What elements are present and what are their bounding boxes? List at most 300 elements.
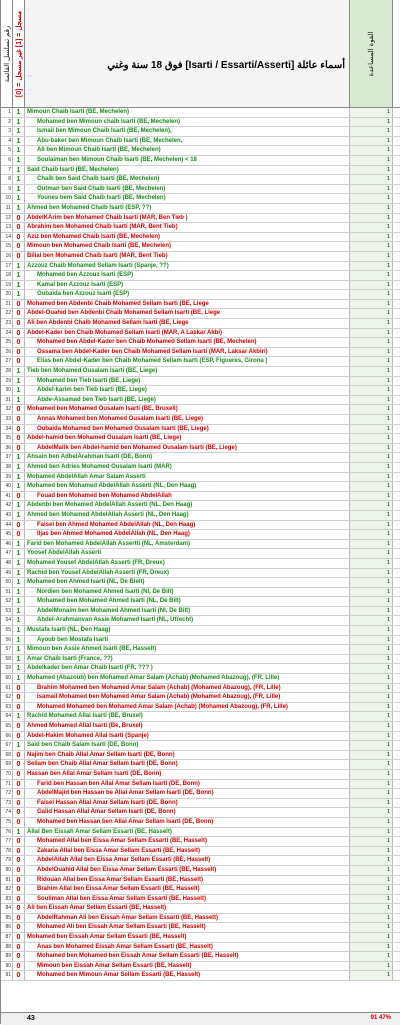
support-value-cell[interactable]: 1	[350, 185, 393, 194]
support-value-cell[interactable]: 1	[350, 943, 393, 952]
member-name-cell[interactable]: AbdelMajid ben Hassan be Allal Amar Sellam Isarti (DE, Bonn)	[25, 789, 350, 798]
support-value-cell[interactable]: 1	[350, 108, 393, 117]
member-name-cell[interactable]: Ossama ben Abdel-Kader ben Chaib Mohamed Sellam Isarti (MAR, Laksar Akbiri)	[25, 348, 350, 357]
row-number-cell[interactable]: 40	[1, 482, 13, 491]
row-number-cell[interactable]: 43	[1, 511, 13, 520]
registration-flag-cell[interactable]: 0	[13, 405, 25, 414]
row-number-cell[interactable]: 36	[1, 444, 13, 453]
registration-flag-cell[interactable]: 0	[13, 885, 25, 894]
member-name-cell[interactable]: Elias ben Abdel-Kader ben Chaib Mohamed Sellam Isarti (ESP, Figueres, Girona )	[25, 357, 350, 366]
registration-flag-cell[interactable]: 1	[13, 290, 25, 299]
member-name-cell[interactable]: Mohamed ben Tieb Isarti (BE, Liege)	[25, 377, 350, 386]
member-name-cell[interactable]: Mohamed ben Abdenbi Chaib Mohamed Sellam Isarti (BE, Liege	[25, 300, 350, 309]
support-value-cell[interactable]: 1	[350, 885, 393, 894]
row-number-cell[interactable]: 62	[1, 693, 13, 702]
registration-flag-cell[interactable]: 0	[13, 242, 25, 251]
row-number-cell[interactable]: 73	[1, 799, 13, 808]
member-name-cell[interactable]: Mohamed ben Mohamed Ousalam Isarti (BE, Bruxell)	[25, 405, 350, 414]
row-number-cell[interactable]: 6	[1, 156, 13, 165]
support-value-cell[interactable]: 1	[350, 262, 393, 271]
member-name-cell[interactable]: Nordien ben Mohamed Ahmed Isarti (Nl, De Bilt)	[25, 588, 350, 597]
support-value-cell[interactable]: 1	[350, 760, 393, 769]
registration-flag-cell[interactable]: 1	[13, 166, 25, 175]
registration-flag-cell[interactable]: 0	[13, 492, 25, 501]
row-number-cell[interactable]: 32	[1, 405, 13, 414]
support-value-cell[interactable]: 1	[350, 348, 393, 357]
row-number-cell[interactable]: 18	[1, 271, 13, 280]
support-value-cell[interactable]: 1	[350, 492, 393, 501]
row-number-cell[interactable]: 86	[1, 923, 13, 932]
member-name-cell[interactable]: Mohamed ben Mimoun chaib Isarti (BE, Mechelen)	[25, 118, 350, 127]
registration-flag-cell[interactable]: 0	[13, 943, 25, 952]
row-number-cell[interactable]: 66	[1, 732, 13, 741]
member-name-cell[interactable]: Outman ben Said Chaib Isarti (BE, Mechelen)	[25, 185, 350, 194]
support-value-cell[interactable]: 1	[350, 367, 393, 376]
registration-flag-cell[interactable]: 1	[13, 482, 25, 491]
member-name-cell[interactable]: Mohamed Allal ben Eissa Amar Sellam Essarti (BE, Hasselt)	[25, 837, 350, 846]
support-value-cell[interactable]: 1	[350, 434, 393, 443]
support-value-cell[interactable]: 1	[350, 252, 393, 261]
support-value-cell[interactable]: 1	[350, 780, 393, 789]
registration-flag-cell[interactable]: 1	[13, 712, 25, 721]
support-value-cell[interactable]: 1	[350, 511, 393, 520]
registration-flag-cell[interactable]: 0	[13, 914, 25, 923]
support-value-cell[interactable]: 1	[350, 386, 393, 395]
row-number-cell[interactable]: 83	[1, 895, 13, 904]
row-number-cell[interactable]: 42	[1, 501, 13, 510]
row-number-cell[interactable]: 59	[1, 664, 13, 673]
support-value-cell[interactable]: 1	[350, 415, 393, 424]
row-number-cell[interactable]: 77	[1, 837, 13, 846]
member-name-cell[interactable]: Soulaiman ben Mimoun Chaib Isarti (BE, Mechelen) < 18	[25, 156, 350, 165]
row-number-cell[interactable]: 56	[1, 636, 13, 645]
registration-flag-cell[interactable]: 0	[13, 684, 25, 693]
registration-flag-cell[interactable]: 1	[13, 473, 25, 482]
member-name-cell[interactable]: Ayoub ben Mostafa Isarti	[25, 636, 350, 645]
support-value-cell[interactable]: 1	[350, 732, 393, 741]
support-value-cell[interactable]: 1	[350, 175, 393, 184]
member-name-cell[interactable]: AbdelAllah Allal ben Eissa Amar Sellam Essarti (BE, Hasselt)	[25, 856, 350, 865]
header-serial-column[interactable]	[1, 0, 13, 107]
row-number-cell[interactable]: 68	[1, 751, 13, 760]
registration-flag-cell[interactable]: 0	[13, 923, 25, 932]
registration-flag-cell[interactable]: 1	[13, 636, 25, 645]
row-number-cell[interactable]: 34	[1, 425, 13, 434]
row-number-cell[interactable]: 20	[1, 290, 13, 299]
member-name-cell[interactable]: Yoosef AbdelAllah Asserti	[25, 549, 350, 558]
row-number-cell[interactable]: 78	[1, 847, 13, 856]
support-value-cell[interactable]: 1	[350, 540, 393, 549]
support-value-cell[interactable]: 1	[350, 856, 393, 865]
registration-flag-cell[interactable]: 1	[13, 664, 25, 673]
member-name-cell[interactable]: Abdelkader ben Amar Chaib Isarti (FR, ??? )	[25, 664, 350, 673]
row-number-cell[interactable]: 5	[1, 146, 13, 155]
support-value-cell[interactable]: 1	[350, 616, 393, 625]
member-name-cell[interactable]: Chaib ben Said Chaib Isarti (BE, Mechelen)	[25, 175, 350, 184]
row-number-cell[interactable]: 61	[1, 684, 13, 693]
registration-flag-cell[interactable]: 0	[13, 962, 25, 971]
header-title-column[interactable]	[25, 0, 350, 107]
support-value-cell[interactable]: 1	[350, 971, 393, 980]
member-name-cell[interactable]: Iljas ben Ahmed Mohamed AbdelAllah (NL, Den Haag)	[25, 530, 350, 539]
registration-flag-cell[interactable]: 0	[13, 780, 25, 789]
registration-flag-cell[interactable]: 1	[13, 127, 25, 136]
row-number-cell[interactable]: 91	[1, 971, 13, 980]
member-name-cell[interactable]: Ahmed ben Mohamed AbdelAllah Asserti (NL, Den Haag)	[25, 511, 350, 520]
support-value-cell[interactable]: 1	[350, 933, 393, 942]
registration-flag-cell[interactable]: 1	[13, 146, 25, 155]
support-value-cell[interactable]: 1	[350, 914, 393, 923]
member-name-cell[interactable]: AbdelMonaim ben Mohamed Ahmed Isarti (Nl, De Bilt)	[25, 607, 350, 616]
row-number-cell[interactable]: 63	[1, 703, 13, 712]
row-number-cell[interactable]: 39	[1, 473, 13, 482]
support-value-cell[interactable]: 1	[350, 530, 393, 539]
row-number-cell[interactable]: 52	[1, 597, 13, 606]
registration-flag-cell[interactable]: 0	[13, 770, 25, 779]
member-name-cell[interactable]: Anas ben Mohamed Eissah Amar Sellam Essarti (BE, Hasselt)	[25, 943, 350, 952]
support-total-cell[interactable]	[350, 1013, 393, 1025]
registration-flag-cell[interactable]: 0	[13, 952, 25, 961]
registration-flag-cell[interactable]: 1	[13, 262, 25, 271]
support-value-cell[interactable]: 1	[350, 425, 393, 434]
registration-flag-cell[interactable]: 1	[13, 156, 25, 165]
row-number-cell[interactable]: 35	[1, 434, 13, 443]
registration-flag-cell[interactable]: 0	[13, 329, 25, 338]
registration-flag-cell[interactable]: 0	[13, 971, 25, 980]
row-number-cell[interactable]: 87	[1, 933, 13, 942]
support-value-cell[interactable]: 1	[350, 549, 393, 558]
support-value-cell[interactable]: 1	[350, 233, 393, 242]
row-number-cell[interactable]: 1	[1, 108, 13, 117]
row-number-cell[interactable]: 71	[1, 780, 13, 789]
row-number-cell[interactable]: 3	[1, 127, 13, 136]
member-name-cell[interactable]: Mohamed Yousef AbdelAllah Asserti (FR, Dreux)	[25, 559, 350, 568]
row-number-cell[interactable]: 33	[1, 415, 13, 424]
registration-flag-cell[interactable]: 1	[13, 569, 25, 578]
support-value-cell[interactable]: 1	[350, 597, 393, 606]
support-value-cell[interactable]: 1	[350, 338, 393, 347]
registration-flag-cell[interactable]: 0	[13, 808, 25, 817]
registration-flag-cell[interactable]: 0	[13, 530, 25, 539]
support-value-cell[interactable]: 1	[350, 703, 393, 712]
member-name-cell[interactable]: Amar Chaib Isarti (France, ??)	[25, 655, 350, 664]
row-number-cell[interactable]: 51	[1, 588, 13, 597]
support-value-cell[interactable]: 1	[350, 693, 393, 702]
registration-flag-cell[interactable]: 0	[13, 319, 25, 328]
row-number-cell[interactable]: 85	[1, 914, 13, 923]
registration-flag-cell[interactable]: 1	[13, 549, 25, 558]
row-number-cell[interactable]: 37	[1, 453, 13, 462]
registration-flag-cell[interactable]: 1	[13, 463, 25, 472]
support-value-cell[interactable]: 1	[350, 281, 393, 290]
support-value-cell[interactable]: 1	[350, 828, 393, 837]
row-number-cell[interactable]: 60	[1, 674, 13, 683]
registration-flag-cell[interactable]: 0	[13, 760, 25, 769]
member-name-cell[interactable]: AbdelRahman Ali ben Eissah Amar Sellam Essarti (BE, Hasselt)	[25, 914, 350, 923]
row-number-cell[interactable]: 26	[1, 348, 13, 357]
member-name-cell[interactable]: Abrahim ben Mohamed Chaib Isarti (MAR, Bent Tieb)	[25, 223, 350, 232]
member-name-cell[interactable]: Najim ben Chaib Allal Amar Sellam Isarti (DE, Bonn)	[25, 751, 350, 760]
row-number-cell[interactable]: 10	[1, 194, 13, 203]
support-value-cell[interactable]: 1	[350, 271, 393, 280]
support-value-cell[interactable]: 1	[350, 319, 393, 328]
support-value-cell[interactable]: 1	[350, 847, 393, 856]
row-number-cell[interactable]: 14	[1, 233, 13, 242]
registration-flag-cell[interactable]: 0	[13, 847, 25, 856]
registration-flag-cell[interactable]: 1	[13, 741, 25, 750]
member-name-cell[interactable]: Ali ben Eissah Amar Sellam Essarti (BE, Hasselt)	[25, 904, 350, 913]
member-name-cell[interactable]: Kamal ben Azzouz Isarti (ESP)	[25, 281, 350, 290]
row-number-cell[interactable]: 11	[1, 204, 13, 213]
row-number-cell[interactable]: 75	[1, 818, 13, 827]
member-name-cell[interactable]: Abdel-Ouahid ben Abdenbi Chaib Mohamed Sellam Isarti (BE, Liege	[25, 309, 350, 318]
row-number-cell[interactable]: 90	[1, 962, 13, 971]
member-name-cell[interactable]: Mohamed ben Mohamed AbdelAllah Asserti (NL, Den Haag)	[25, 482, 350, 491]
support-value-cell[interactable]: 1	[350, 444, 393, 453]
registration-flag-cell[interactable]: 0	[13, 357, 25, 366]
member-name-cell[interactable]: Sellam ben Chaib Allal Amar Sellam Isarti (DE, Bonn)	[25, 760, 350, 769]
registration-flag-cell[interactable]: 0	[13, 722, 25, 731]
row-number-cell[interactable]: 81	[1, 876, 13, 885]
registration-flag-cell[interactable]: 1	[13, 828, 25, 837]
member-name-cell[interactable]: Rachid Mohamed Allal Isarti (BE, Bruxel)	[25, 712, 350, 721]
registration-flag-cell[interactable]: 1	[13, 453, 25, 462]
support-value-cell[interactable]: 1	[350, 242, 393, 251]
row-number-cell[interactable]: 72	[1, 789, 13, 798]
registration-flag-cell[interactable]: 1	[13, 597, 25, 606]
member-name-cell[interactable]: Farid ben Mohamed AbdelAllah Assertti (NL, Amsterdam)	[25, 540, 350, 549]
support-value-cell[interactable]: 1	[350, 329, 393, 338]
registration-flag-cell[interactable]: 0	[13, 233, 25, 242]
support-value-cell[interactable]: 1	[350, 674, 393, 683]
support-value-cell[interactable]: 1	[350, 808, 393, 817]
registration-flag-cell[interactable]: 1	[13, 501, 25, 510]
registration-flag-cell[interactable]: 1	[13, 674, 25, 683]
registration-flag-cell[interactable]: 0	[13, 933, 25, 942]
support-value-cell[interactable]: 1	[350, 712, 393, 721]
row-number-cell[interactable]: 24	[1, 329, 13, 338]
member-name-cell[interactable]: Rachid ben Yousef AbdelAllah Asserti (FR, Dreux)	[25, 569, 350, 578]
registration-flag-cell[interactable]: 0	[13, 856, 25, 865]
support-value-cell[interactable]: 1	[350, 952, 393, 961]
member-name-cell[interactable]: Mimoun Chaib Isarti (BE, Mechelen)	[25, 108, 350, 117]
row-number-cell[interactable]: 12	[1, 214, 13, 223]
member-name-cell[interactable]: Mohamed Mohamed ben Mohamed Amar Salam (Achab) (Mohamed Abazoug), (FR, Lille)	[25, 703, 350, 712]
registration-flag-cell[interactable]: 0	[13, 895, 25, 904]
row-number-cell[interactable]: 50	[1, 578, 13, 587]
registration-flag-cell[interactable]: 1	[13, 616, 25, 625]
member-name-cell[interactable]: Mustafa Isarti (NL, Den Haag)	[25, 626, 350, 635]
member-name-cell[interactable]: Aziz ben Mohamed Chaib Isarti (BE, Mechelen)	[25, 233, 350, 242]
row-number-cell[interactable]: 44	[1, 521, 13, 530]
member-name-cell[interactable]: Abdel-Hakim Mohamed Allal Isarti (Spanje)	[25, 732, 350, 741]
registration-flag-cell[interactable]: 1	[13, 540, 25, 549]
registration-flag-cell[interactable]: 0	[13, 444, 25, 453]
support-value-cell[interactable]: 1	[350, 962, 393, 971]
member-name-cell[interactable]: Said Chaib Isarti (BE, Mechelen)	[25, 166, 350, 175]
registration-flag-cell[interactable]: 0	[13, 415, 25, 424]
member-name-cell[interactable]: AbdelKArim ben Mohamed Chaib Isarti (MAR, Ben Tieb )	[25, 214, 350, 223]
support-value-cell[interactable]: 1	[350, 453, 393, 462]
member-name-cell[interactable]: AbdelMalik ben Abdel-hamid ben Mohamed Ousalam Isarti (BE, Liege)	[25, 444, 350, 453]
support-value-cell[interactable]: 1	[350, 300, 393, 309]
registration-flag-cell[interactable]: 1	[13, 281, 25, 290]
row-number-cell[interactable]: 49	[1, 569, 13, 578]
row-number-cell[interactable]: 25	[1, 338, 13, 347]
row-number-cell[interactable]: 48	[1, 559, 13, 568]
support-value-cell[interactable]: 1	[350, 204, 393, 213]
support-value-cell[interactable]: 1	[350, 751, 393, 760]
member-name-cell[interactable]: Ali ben Abdenbi Chaib Mohamed Sellam Isarti (BE, Liege	[25, 319, 350, 328]
support-value-cell[interactable]: 1	[350, 655, 393, 664]
member-name-cell[interactable]: Mohamed ben Mohamed Ahmed Isarti (NL, De Bilt)	[25, 597, 350, 606]
member-name-cell[interactable]: Brahim Allal ben Eissa Amar Sellam Essarti (BE, Hasselt)	[25, 885, 350, 894]
registration-flag-cell[interactable]: 0	[13, 425, 25, 434]
row-number-cell[interactable]: 23	[1, 319, 13, 328]
support-value-cell[interactable]: 1	[350, 799, 393, 808]
support-value-cell[interactable]: 1	[350, 501, 393, 510]
registration-flag-cell[interactable]: 1	[13, 386, 25, 395]
registration-flag-cell[interactable]: 0	[13, 693, 25, 702]
member-name-cell[interactable]: Oubaida Mohamed ben Mohamed Ousalam Isarti (BE, Liege)	[25, 425, 350, 434]
support-value-cell[interactable]: 1	[350, 473, 393, 482]
row-number-cell[interactable]: 82	[1, 885, 13, 894]
support-value-cell[interactable]: 1	[350, 866, 393, 875]
support-value-cell[interactable]: 1	[350, 156, 393, 165]
registration-flag-cell[interactable]: 1	[13, 185, 25, 194]
member-name-cell[interactable]: Abdel-Kader ben Chaib Mohamed Sellam Isarti (MAR, A Laskar Akbi)	[25, 329, 350, 338]
registration-flag-cell[interactable]: 1	[13, 118, 25, 127]
member-name-cell[interactable]: Abdel-hamid ben Mohamed Ousalam Isarti (BE, Liege)	[25, 434, 350, 443]
registration-flag-cell[interactable]: 0	[13, 348, 25, 357]
registration-flag-cell[interactable]: 0	[13, 703, 25, 712]
registration-flag-cell[interactable]: 0	[13, 338, 25, 347]
support-value-cell[interactable]: 1	[350, 357, 393, 366]
row-number-cell[interactable]: 69	[1, 760, 13, 769]
support-value-cell[interactable]: 1	[350, 290, 393, 299]
support-value-cell[interactable]: 1	[350, 837, 393, 846]
support-value-cell[interactable]: 1	[350, 645, 393, 654]
member-name-cell[interactable]: Allal Ben Eissah Amar Sellam Essarti (BE, Hasselt)	[25, 828, 350, 837]
member-name-cell[interactable]: Azzouz Chaib Mohamed Sellam Isarti (Spanje, ??)	[25, 262, 350, 271]
support-value-cell[interactable]: 1	[350, 876, 393, 885]
support-value-cell[interactable]: 1	[350, 137, 393, 146]
registration-flag-cell[interactable]: 0	[13, 214, 25, 223]
support-value-cell[interactable]: 1	[350, 770, 393, 779]
support-value-cell[interactable]: 1	[350, 223, 393, 232]
support-value-cell[interactable]: 1	[350, 923, 393, 932]
member-name-cell[interactable]: Annas Mohamed ben Mohamed Ousalam Isarti (BE, Liege)	[25, 415, 350, 424]
registration-flag-cell[interactable]: 0	[13, 521, 25, 530]
registration-flag-cell[interactable]: 0	[13, 789, 25, 798]
support-value-cell[interactable]: 1	[350, 521, 393, 530]
registration-flag-cell[interactable]: 0	[13, 751, 25, 760]
row-number-cell[interactable]: 45	[1, 530, 13, 539]
support-value-cell[interactable]: 1	[350, 396, 393, 405]
support-value-cell[interactable]: 1	[350, 904, 393, 913]
member-name-cell[interactable]: Isamail Mohamed ben Mohamed Amar Salam (Achab) (Mohamed Abazoug), (FR, Lille)	[25, 693, 350, 702]
member-name-cell[interactable]: Mohamed ben Eissah Amar Sellam Essarti (BE, Hasselt)	[25, 933, 350, 942]
member-name-cell[interactable]: Abdenbi ben Mohamed AbdelAllah Asserti (NL, Den Haag)	[25, 501, 350, 510]
support-value-cell[interactable]: 1	[350, 463, 393, 472]
row-number-cell[interactable]: 30	[1, 386, 13, 395]
registration-flag-cell[interactable]: 0	[13, 904, 25, 913]
support-value-cell[interactable]: 1	[350, 146, 393, 155]
registration-flag-cell[interactable]: 0	[13, 876, 25, 885]
registration-flag-cell[interactable]: 0	[13, 434, 25, 443]
member-name-cell[interactable]: Faisel Hassan Allal Amar Sellam Isarti (DE, Bonn)	[25, 799, 350, 808]
row-number-cell[interactable]: 70	[1, 770, 13, 779]
registration-flag-cell[interactable]: 0	[13, 866, 25, 875]
row-number-cell[interactable]: 15	[1, 242, 13, 251]
support-value-cell[interactable]: 1	[350, 626, 393, 635]
member-name-cell[interactable]: Farid ben Hassan ben Allal Amar Sellam Isarti (DE, Bonn)	[25, 780, 350, 789]
registration-flag-cell[interactable]: 1	[13, 578, 25, 587]
member-name-cell[interactable]: Ahsain ben AdbelArahman Isarti (DE, Bonn)	[25, 453, 350, 462]
support-value-cell[interactable]: 1	[350, 405, 393, 414]
member-name-cell[interactable]: Ahmed ben Mohamed Chaib Isarti (ESP, ??)	[25, 204, 350, 213]
row-number-cell[interactable]: 4	[1, 137, 13, 146]
row-number-cell[interactable]: 41	[1, 492, 13, 501]
row-number-cell[interactable]: 27	[1, 357, 13, 366]
member-name-cell[interactable]: Faisel ben Ahmed Mohamed AbdelAllah (NL, Den Haag)	[25, 521, 350, 530]
registration-flag-cell[interactable]: 1	[13, 271, 25, 280]
support-value-cell[interactable]: 1	[350, 194, 393, 203]
member-name-cell[interactable]: Oubaida ben Azzouz Isarti (ESP)	[25, 290, 350, 299]
row-number-cell[interactable]: 67	[1, 741, 13, 750]
registration-flag-cell[interactable]: 0	[13, 300, 25, 309]
row-number-cell[interactable]: 80	[1, 866, 13, 875]
row-number-cell[interactable]: 22	[1, 309, 13, 318]
row-number-cell[interactable]: 76	[1, 828, 13, 837]
row-number-cell[interactable]: 8	[1, 175, 13, 184]
row-number-cell[interactable]: 16	[1, 252, 13, 261]
support-value-cell[interactable]: 1	[350, 664, 393, 673]
support-value-cell[interactable]: 1	[350, 722, 393, 731]
row-number-cell[interactable]: 21	[1, 300, 13, 309]
registration-flag-cell[interactable]: 1	[13, 175, 25, 184]
member-name-cell[interactable]: Said ben Chaib Salam Isarti (DE, Bonn)	[25, 741, 350, 750]
registered-total[interactable]: 43	[27, 1015, 35, 1022]
registration-flag-cell[interactable]: 1	[13, 588, 25, 597]
support-value-cell[interactable]: 1	[350, 741, 393, 750]
member-name-cell[interactable]: Bilial ben Mohamed Chaib Isarti (MAR, Bent Tieb)	[25, 252, 350, 261]
support-value-cell[interactable]: 1	[350, 559, 393, 568]
row-number-cell[interactable]: 57	[1, 645, 13, 654]
registration-flag-cell[interactable]: 0	[13, 252, 25, 261]
row-number-cell[interactable]: 79	[1, 856, 13, 865]
member-name-cell[interactable]: Mohamed (Abazoub) ben Mohamed Amar Salam (Achab) (Mohamed Abazoug), (FR, Lille)	[25, 674, 350, 683]
member-name-cell[interactable]: Mohamed ben Abdel-Kader ben Chaib Mohamed Sellam Isarti (BE, Mechelen)	[25, 338, 350, 347]
support-value-cell[interactable]: 1	[350, 607, 393, 616]
registration-flag-cell[interactable]: 0	[13, 223, 25, 232]
row-number-cell[interactable]: 58	[1, 655, 13, 664]
member-name-cell[interactable]: Souliman Allal ben Eissa Amar Sellam Essarti (BE, Hasselt)	[25, 895, 350, 904]
member-name-cell[interactable]: Ali ben Mimoun Chaib Isarti (BE, Mechelen)	[25, 146, 350, 155]
support-value-cell[interactable]: 1	[350, 569, 393, 578]
row-number-cell[interactable]: 9	[1, 185, 13, 194]
registration-flag-cell[interactable]: 1	[13, 108, 25, 117]
member-name-cell[interactable]: Ahmed ben Adries Mohamed Ousalam Isarti (MAR)	[25, 463, 350, 472]
registration-flag-cell[interactable]: 1	[13, 626, 25, 635]
support-value-cell[interactable]: 1	[350, 482, 393, 491]
member-name-cell[interactable]: AbdelOuahid Allal ben Eissa Amar Sellam Essarti (BE, Hasselt)	[25, 866, 350, 875]
registration-flag-cell[interactable]: 0	[13, 732, 25, 741]
member-name-cell[interactable]: Mohamed AbdelAllah Amar Salam Asserti	[25, 473, 350, 482]
registration-flag-cell[interactable]: 0	[13, 309, 25, 318]
member-name-cell[interactable]: Mohamed ben Azzouz Isarti (ESP)	[25, 271, 350, 280]
member-name-cell[interactable]: Younes bem Said Chaib Isarti (BE, Mechelen)	[25, 194, 350, 203]
